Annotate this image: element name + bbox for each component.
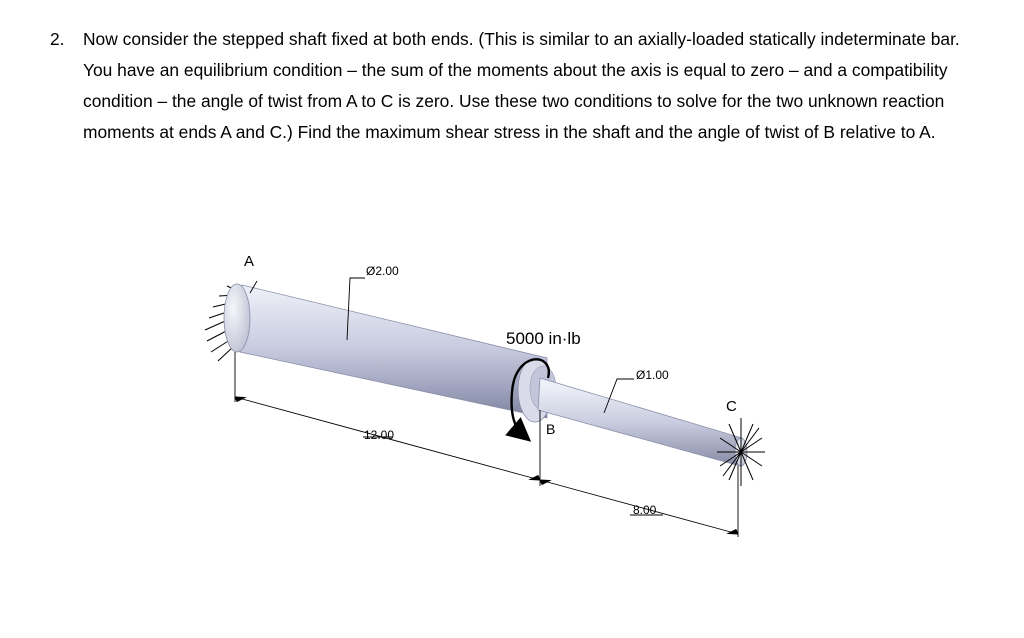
fixed-support-c bbox=[717, 418, 765, 486]
label-a: A bbox=[244, 253, 255, 270]
label-c: C bbox=[726, 398, 737, 415]
problem-number: 2. bbox=[50, 29, 65, 49]
large-shaft-segment bbox=[224, 284, 556, 422]
problem-text: Now consider the stepped shaft fixed at both ends. (This is similar to an axially-loaded statically indeterminate bar. You have an equilibrium condition – the sum of the moments about the axis is equal to zero – and a compatibility condition – the angle of twist from A to C is zero. Use these two conditions to solve for the two unknown reaction moments at ends A and C.) Find the maximum shear stress in the shaft and the angle of twist of B relative to A. bbox=[83, 29, 960, 142]
small-shaft-segment bbox=[538, 378, 747, 466]
length-ab-label: 12.00 bbox=[364, 428, 395, 442]
diameter-large-label: Ø2.00 bbox=[366, 264, 399, 278]
torque-label: 5000 in·lb bbox=[506, 329, 581, 348]
diameter-small-label: Ø1.00 bbox=[636, 368, 669, 382]
length-bc-label: 8.00 bbox=[633, 503, 657, 517]
label-b: B bbox=[546, 421, 556, 437]
